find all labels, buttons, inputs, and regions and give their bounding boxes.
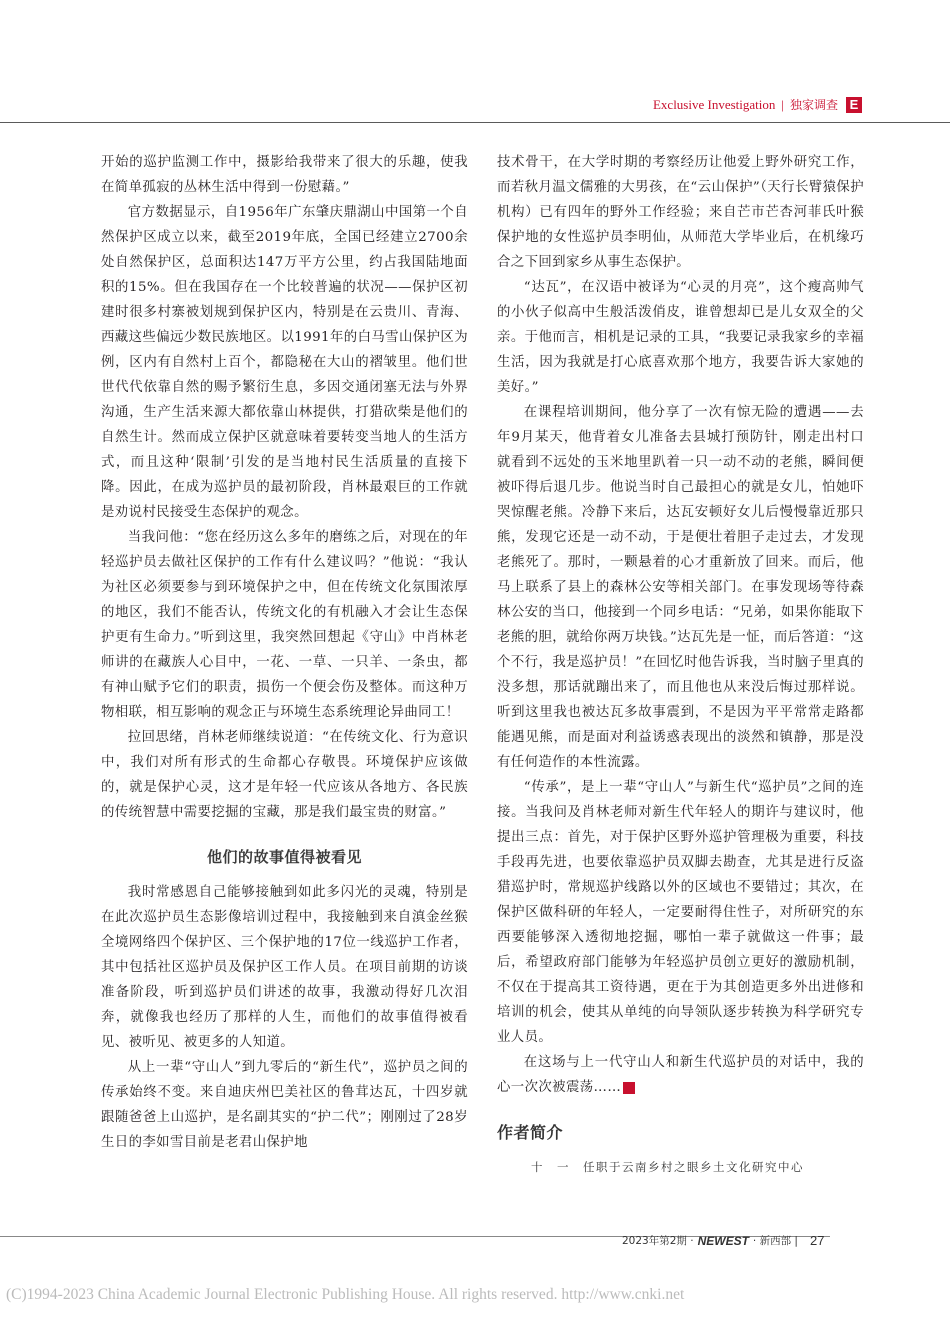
header-title-cn: 独家调查 bbox=[789, 98, 838, 112]
end-mark-icon: E bbox=[623, 1082, 635, 1094]
right-paragraph-4: “传承”，是上一辈“守山人”与新生代“巡护员”之间的连接。当我问及肖林老师对新生代年轻人的期许与建议时，他提出三点：首先，对于保护区野外巡护管理极为重要，科技手段再先进，也要依靠巡护员双脚去勘查，尤其是进行反盗猎巡护时，常规巡护线路以外的区域也不要错过；其次，在保护区做科研的年轻人，一定要耐得住性子，对所研究的东西要能够深入透彻地挖掘，哪怕一辈子就做这一件事；最后，希望政府部门能够为年轻巡护员创立更好的激励机制，不仅在于提高其工资待遇，更在于为其创造更多外出进修和培训的机会，使其从单纯的向导领队逐步转换为科学研究专业人员。 bbox=[497, 780, 864, 1045]
left-column bbox=[101, 150, 468, 1155]
section-badge-icon: E bbox=[846, 97, 862, 113]
left-paragraph-4: 拉回思绪，肖林老师继续说道：“在传统文化、行为意识中，我们对所有形式的生命都心存敬畏。环境保护应该做的，就是保护心灵，这才是年轻一代应该从各地方、各民族的传统智慧中需要挖掘的宝藏，那是我们最宝贵的财富。” bbox=[101, 730, 468, 820]
right-paragraph-3: 在课程培训期间，他分享了一次有惊无险的遭遇——去年9月某天，他背着女儿准备去县城打预防针，刚走出村口就看到不远处的玉米地里趴着一只一动不动的老熊，瞬间便被吓得后退几步。他说当时自己最担心的就是女儿，怕她吓哭惊醒老熊。冷静下来后，达瓦安顿好女儿后慢慢靠近那只熊，发现它还是一动不动，于是便壮着胆子走过去，才发现老熊死了。那时，一颗悬着的心才重新放了回来。而后，他马上联系了县上的森林公安等相关部门。在事发现场等待森林公安的当口，他接到一个同乡电话：“兄弟，如果你能取下老熊的胆，就给你两万块钱。”达瓦先是一怔，而后答道：“这个不行，我是巡护员！”在回忆时他告诉我，当时脑子里真的没多想，那话就蹦出来了，而且他也从来没后悔过那样说。听到这里我也被达瓦多故事震到，不是因为平平常常走路都能遇见熊，而是面对利益诱惑表现出的淡然和镇静，那是没有任何造作的本性流露。 bbox=[497, 405, 864, 770]
left-paragraph-6: 从上一辈“守山人”到九零后的“新生代”，巡护员之间的传承始终不变。来自迪庆州巴美社区的鲁茸达瓦，十四岁就跟随爸爸上山巡护，是名副其实的“护二代”；刚刚过了28岁生日的李如雪目前是老君山保护地 bbox=[101, 1060, 468, 1150]
left-paragraph-5: 我时常感恩自己能够接触到如此多闪光的灵魂，特别是在此次巡护员生态影像培训过程中，我接触到来自滇金丝猴全境网络四个保护区、三个保护地的17位一线巡护工作者，其中包括社区巡护员及保护区工作人员。在项目前期的访谈准备阶段，听到巡护员们讲述的故事，我激动得好几次泪奔，就像我也经历了那样的人生，而他们的故事值得被看见、被听见、被更多的人知道。 bbox=[101, 885, 468, 1050]
magazine-brand: NEWEST bbox=[697, 1233, 749, 1248]
right-column bbox=[497, 150, 864, 1177]
author-heading: 作者简介 bbox=[497, 1123, 564, 1142]
right-paragraph-2: “达瓦”，在汉语中被译为“心灵的月亮”，这个瘦高帅气的小伙子似高中生般活泼俏皮，谁曾想却已是儿女双全的父亲。于他而言，相机是记录的工具，“我要记录我家乡的幸福生活，因为我就是打心底喜欢那个地方，我要告诉大家她的美好。” bbox=[497, 280, 864, 395]
author-bio: 十 一 任职于云南乡村之眼乡土文化研究中心 bbox=[531, 1160, 804, 1174]
left-paragraph-2: 官方数据显示，自1956年广东肇庆鼎湖山中国第一个自然保护区成立以来，截至2019年底，全国已经建立2700余处自然保护区，总面积达147万平方公里，约占我国陆地面积的15%。但在我国存在一个比较普遍的状况——保护区初建时很多村寨被划规到保护区内，特别是在云贵川、青海、西藏这些偏远少数民族地区。以1991年的白马雪山保护区为例，区内有自然村上百个，都隐秘在大山的褶皱里。他们世世代代依靠自然的赐予繁衍生息，多因交通闭塞无法与外界沟通，生产生活来源大都依靠山林提供，打猎砍柴是他们的自然生计。然而成立保护区就意味着要转变当地人的生活方式，而且这种‘限制’引发的是当地村民生活质量的直接下降。因此，在成为巡护员的最初阶段，肖林最艰巨的工作就是劝说村民接受生态保护的观念。 bbox=[101, 205, 468, 520]
footer-issue: 2023年第2期 · bbox=[622, 1235, 694, 1247]
page-number: 27 bbox=[809, 1233, 825, 1248]
closing-text: 在这场与上一代守山人和新生代巡护员的对话中，我的心一次次被震荡…… bbox=[497, 1055, 864, 1095]
copyright-notice: (C)1994-2023 China Academic Journal Electronic Publishing House. All rights reserved. http://www.cnki.net bbox=[6, 1286, 685, 1303]
running-header bbox=[653, 96, 862, 113]
header-separator: | bbox=[781, 96, 784, 112]
left-paragraph-3: 当我问他：“您在经历这么多年的磨练之后，对现在的年轻巡护员去做社区保护的工作有什么建议吗？”他说：“我认为社区必须要参与到环境保护之中，但在传统文化氛围浓厚的地区，我们不能否认，传统文化的有机融入才会让生态保护更有生命力。”听到这里，我突然回想起《守山》中肖林老师讲的在藏族人心目中，一花、一草、一只羊、一条虫，都有神山赋予它们的职责，损伤一个便会伤及整体。而这种万物相联，相互影响的观念正与环境生态系统理论异曲同工！ bbox=[101, 530, 468, 720]
section-heading: 他们的故事值得被看见 bbox=[206, 848, 362, 866]
right-paragraph-5 bbox=[497, 1050, 864, 1100]
page-footer bbox=[622, 1233, 824, 1248]
right-paragraph-1: 技术骨干，在大学时期的考察经历让他爱上野外研究工作，而若秋月温文儒雅的大男孩，在“云山保护”（天行长臂猿保护机构）已有四年的野外工作经验；来自芒市芒杏河菲氏叶猴保护地的女性巡护员李明仙，从师范大学毕业后，在机缘巧合之下回到家乡从事生态保护。 bbox=[497, 155, 864, 270]
footer-section: · 新西部 | bbox=[752, 1235, 798, 1247]
left-paragraph-1: 开始的巡护监测工作中，摄影给我带来了很大的乐趣，使我在简单孤寂的丛林生活中得到一份慰藉。” bbox=[101, 155, 468, 195]
header-rule bbox=[0, 122, 950, 123]
header-title-en: Exclusive Investigation bbox=[652, 96, 776, 112]
